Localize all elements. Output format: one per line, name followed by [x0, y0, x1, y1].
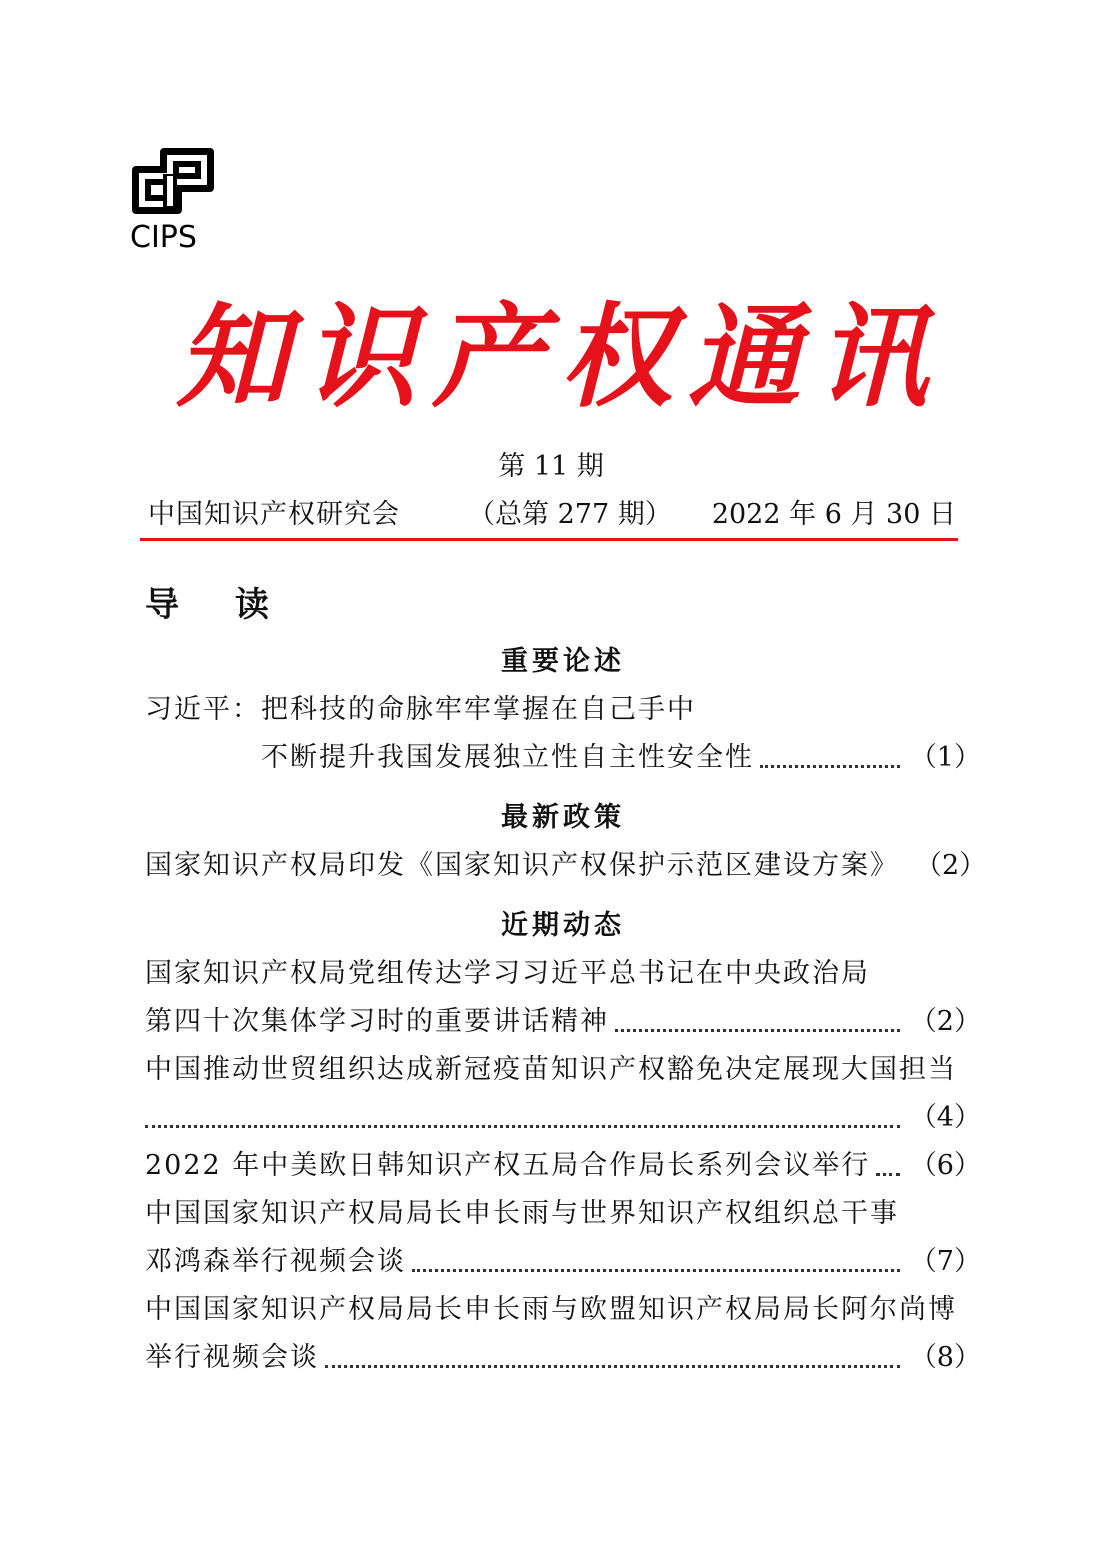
masthead-title: 知识产权通讯 — [176, 292, 944, 423]
toc-entry-line[interactable] — [145, 1046, 981, 1094]
toc-entry-line[interactable] — [145, 686, 981, 734]
toc-page-number: （8） — [909, 1342, 981, 1373]
toc-page-number: （2） — [915, 850, 987, 881]
toc-page-number: （4） — [909, 1102, 981, 1133]
logo-text: CIPS — [130, 220, 197, 255]
toc-entry-title: 邓鸿森举行视频会谈 — [145, 1246, 406, 1277]
toc-entry-title: 第四十次集体学习时的重要讲话精神 — [145, 1006, 609, 1037]
section-heading: 最新政策 — [501, 802, 625, 833]
toc-entry-title: 国家知识产权局印发《国家知识产权保护示范区建设方案》 — [145, 850, 899, 881]
toc-entry-line[interactable] — [145, 734, 981, 782]
guide-title: 导 读 — [145, 585, 291, 625]
toc-page-number: （1） — [909, 742, 981, 773]
toc-entry-line[interactable] — [145, 1238, 981, 1286]
total-issue: （总第 277 期） — [468, 499, 672, 530]
toc-entry-line[interactable] — [145, 950, 981, 998]
toc-page-number: （6） — [909, 1150, 981, 1181]
section-heading: 重要论述 — [501, 646, 625, 677]
toc-page-number: （2） — [909, 1006, 981, 1037]
section-heading: 近期动态 — [501, 910, 625, 941]
dot-leader — [760, 765, 900, 768]
toc-entry-line[interactable] — [145, 842, 987, 890]
dot-leader — [145, 1125, 900, 1128]
issue-date: 2022 年 6 月 30 日 — [711, 499, 956, 530]
issue-number: 第 11 期 — [498, 451, 604, 482]
toc-entry-line[interactable] — [145, 1094, 981, 1142]
dot-leader — [615, 1029, 900, 1032]
dot-leader — [876, 1173, 900, 1176]
toc-entry-title: 中国国家知识产权局局长申长雨与世界知识产权组织总干事 — [145, 1198, 899, 1229]
toc-entry-line[interactable] — [145, 1286, 981, 1334]
toc-entry-title: 中国推动世贸组织达成新冠疫苗知识产权豁免决定展现大国担当 — [145, 1054, 957, 1085]
toc-entry-line[interactable] — [145, 998, 981, 1046]
issue-info-row — [148, 496, 956, 534]
toc-entry-line[interactable] — [145, 1142, 981, 1190]
toc-entry-line[interactable] — [145, 1190, 981, 1238]
organization-name: 中国知识产权研究会 — [148, 499, 400, 530]
cips-emblem-icon — [130, 146, 216, 218]
header-divider — [140, 538, 958, 541]
toc-entry-title: 习近平：把科技的命脉牢牢掌握在自己手中 — [145, 694, 696, 725]
dot-leader — [325, 1365, 900, 1368]
toc-entry-title: 不断提升我国发展独立性自主性安全性 — [261, 742, 754, 773]
toc-entry-line[interactable] — [145, 1334, 981, 1382]
toc-entry-title: 举行视频会谈 — [145, 1342, 319, 1373]
table-of-contents — [145, 634, 987, 1382]
toc-entry-title: 中国国家知识产权局局长申长雨与欧盟知识产权局局长阿尔尚博 — [145, 1294, 957, 1325]
dot-leader — [412, 1269, 900, 1272]
cips-logo — [130, 146, 218, 256]
toc-entry-title: 2022 年中美欧日韩知识产权五局合作局长系列会议举行 — [145, 1150, 871, 1181]
toc-page-number: （7） — [909, 1246, 981, 1277]
toc-entry-title: 国家知识产权局党组传达学习习近平总书记在中央政治局 — [145, 958, 870, 989]
